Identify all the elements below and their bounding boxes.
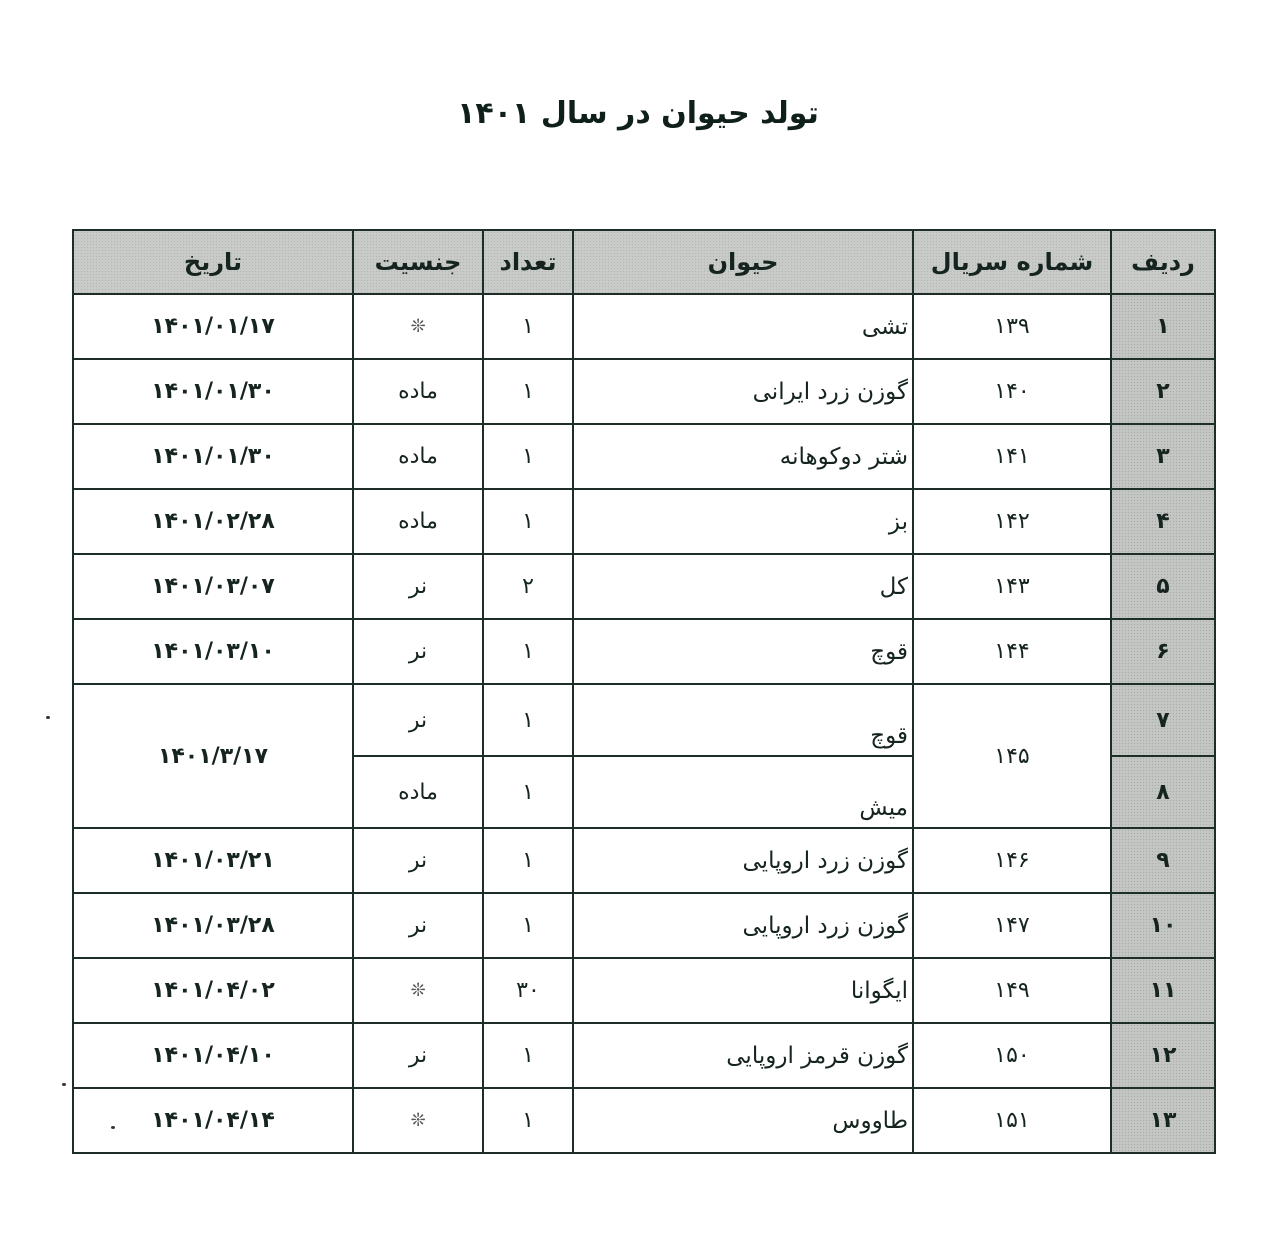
page-title: تولد حیوان در سال ۱۴۰۱ [457, 96, 819, 131]
row-number: ۱۰ [1111, 893, 1215, 958]
row-number: ۲ [1111, 359, 1215, 424]
date-cell: ۱۴۰۱/۰۳/۱۰ [73, 619, 353, 684]
row-number: ۷ [1111, 684, 1215, 756]
serial-cell: ۱۵۱ [913, 1088, 1111, 1153]
header-gender: جنسیت [353, 230, 483, 294]
date-cell: ۱۴۰۱/۰۳/۰۷ [73, 554, 353, 619]
row-number: ۹ [1111, 828, 1215, 893]
serial-cell: ۱۴۰ [913, 359, 1111, 424]
date-cell: ۱۴۰۱/۰۳/۲۱ [73, 828, 353, 893]
gender-cell: ماده [353, 424, 483, 489]
count-cell: ۱ [483, 1088, 573, 1153]
table-row [73, 424, 1215, 489]
animal-cell: تشی [573, 294, 913, 359]
animal-cell: میش [573, 756, 913, 828]
table-row [73, 828, 1215, 893]
date-cell: ۱۴۰۱/۰۱/۳۰ [73, 424, 353, 489]
row-number: ۶ [1111, 619, 1215, 684]
animal-cell: گوزن زرد اروپایی [573, 893, 913, 958]
gender-cell: نر [353, 619, 483, 684]
row-number: ۴ [1111, 489, 1215, 554]
header-row-number: ردیف [1111, 230, 1215, 294]
row-number: ۳ [1111, 424, 1215, 489]
date-cell: ۱۴۰۱/۰۱/۱۷ [73, 294, 353, 359]
gender-cell: ماده [353, 359, 483, 424]
count-cell: ۱ [483, 359, 573, 424]
gender-cell: نر [353, 1023, 483, 1088]
animal-cell: ایگوانا [573, 958, 913, 1023]
row-number: ۱۲ [1111, 1023, 1215, 1088]
births-table-container [72, 229, 1214, 1154]
count-cell: ۳۰ [483, 958, 573, 1023]
gender-cell: نر [353, 893, 483, 958]
animal-cell: بز [573, 489, 913, 554]
gender-unknown-icon: ❊ [353, 294, 483, 359]
serial-cell: ۱۴۴ [913, 619, 1111, 684]
serial-cell: ۱۳۹ [913, 294, 1111, 359]
date-cell: ۱۴۰۱/۰۳/۲۸ [73, 893, 353, 958]
header-serial: شماره سریال [913, 230, 1111, 294]
serial-cell: ۱۴۲ [913, 489, 1111, 554]
table-header-row [73, 230, 1215, 294]
date-cell: ۱۴۰۱/۰۴/۰۲ [73, 958, 353, 1023]
row-number: ۱ [1111, 294, 1215, 359]
count-cell: ۱ [483, 619, 573, 684]
table-row [73, 554, 1215, 619]
count-cell: ۱ [483, 424, 573, 489]
gender-cell: نر [353, 828, 483, 893]
serial-cell: ۱۴۷ [913, 893, 1111, 958]
row-number: ۱۱ [1111, 958, 1215, 1023]
gender-unknown-icon: ❊ [353, 958, 483, 1023]
date-cell-merged: ۱۴۰۱/۳/۱۷ [73, 684, 353, 828]
table-row [73, 619, 1215, 684]
table-row [73, 359, 1215, 424]
gender-cell: ماده [353, 489, 483, 554]
count-cell: ۱ [483, 1023, 573, 1088]
count-cell: ۱ [483, 294, 573, 359]
serial-cell: ۱۵۰ [913, 1023, 1111, 1088]
serial-cell: ۱۴۳ [913, 554, 1111, 619]
births-table [72, 229, 1216, 1154]
table-row [73, 1023, 1215, 1088]
date-cell: ۱۴۰۱/۰۱/۳۰ [73, 359, 353, 424]
scan-speck [111, 1126, 115, 1129]
count-cell: ۱ [483, 828, 573, 893]
scan-speck [62, 1083, 66, 1086]
gender-cell: ماده [353, 756, 483, 828]
header-animal: حیوان [573, 230, 913, 294]
animal-cell: کل [573, 554, 913, 619]
scan-speck [46, 716, 50, 719]
count-cell: ۱ [483, 893, 573, 958]
count-cell: ۱ [483, 756, 573, 828]
animal-cell: شتر دوکوهانه [573, 424, 913, 489]
row-number: ۱۳ [1111, 1088, 1215, 1153]
animal-cell: گوزن قرمز اروپایی [573, 1023, 913, 1088]
row-number: ۵ [1111, 554, 1215, 619]
gender-unknown-icon: ❊ [353, 1088, 483, 1153]
table-row [73, 893, 1215, 958]
table-row [73, 684, 1215, 756]
date-cell: ۱۴۰۱/۰۲/۲۸ [73, 489, 353, 554]
animal-cell: قوچ [573, 684, 913, 756]
date-cell: ۱۴۰۱/۰۴/۱۴ [73, 1088, 353, 1153]
table-row [73, 1088, 1215, 1153]
gender-cell: نر [353, 554, 483, 619]
serial-cell: ۱۴۶ [913, 828, 1111, 893]
header-count: تعداد [483, 230, 573, 294]
count-cell: ۱ [483, 489, 573, 554]
animal-cell: گوزن زرد اروپایی [573, 828, 913, 893]
row-number: ۸ [1111, 756, 1215, 828]
table-row [73, 294, 1215, 359]
serial-cell: ۱۴۹ [913, 958, 1111, 1023]
serial-cell-merged: ۱۴۵ [913, 684, 1111, 828]
header-date: تاریخ [73, 230, 353, 294]
table-row [73, 489, 1215, 554]
animal-cell: قوچ [573, 619, 913, 684]
serial-cell: ۱۴۱ [913, 424, 1111, 489]
animal-cell: گوزن زرد ایرانی [573, 359, 913, 424]
table-row [73, 958, 1215, 1023]
count-cell: ۱ [483, 684, 573, 756]
gender-cell: نر [353, 684, 483, 756]
animal-cell: طاووس [573, 1088, 913, 1153]
count-cell: ۲ [483, 554, 573, 619]
date-cell: ۱۴۰۱/۰۴/۱۰ [73, 1023, 353, 1088]
